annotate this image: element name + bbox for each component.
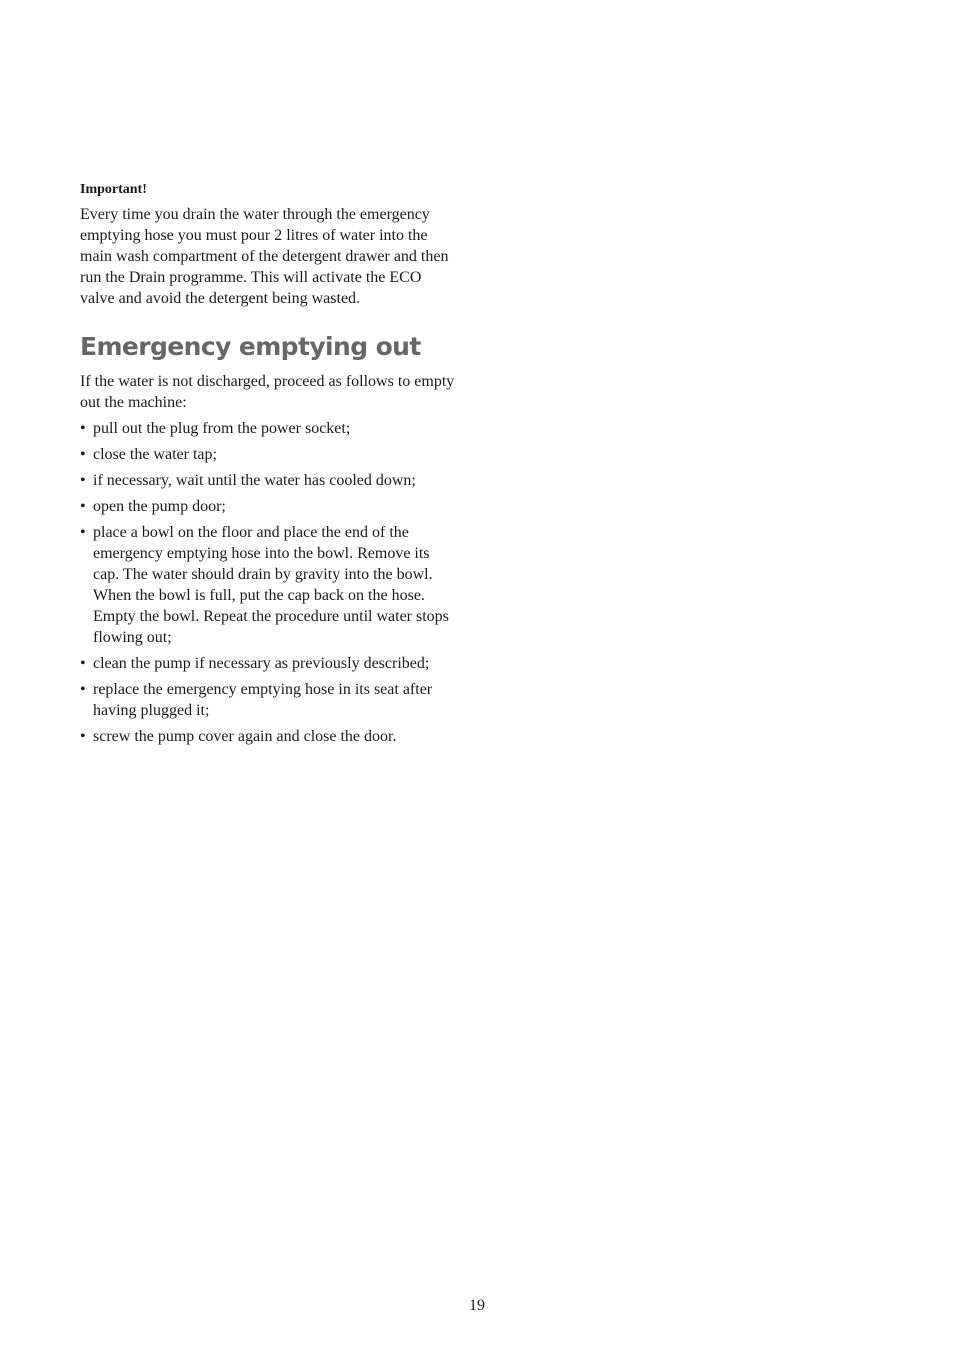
bullet-icon: •	[80, 681, 86, 698]
bullet-icon: •	[80, 420, 86, 437]
section-heading: Emergency emptying out	[80, 332, 421, 361]
bullet-icon: •	[80, 655, 86, 672]
bullet-icon: •	[80, 524, 86, 541]
step-text: if necessary, wait until the water has cooled down;	[93, 472, 416, 489]
bullet-icon: •	[80, 472, 86, 489]
step-text: pull out the plug from the power socket;	[93, 420, 351, 437]
important-paragraph: Every time you drain the water through the emergency emptying hose you must pour 2 litres of water into the main wash compartment of the detergent drawer and then run the Drain programme. This will activate the ECO valve and avoid the detergent being wasted.	[80, 206, 449, 307]
step-text: replace the emergency emptying hose in its seat after having plugged it;	[93, 681, 433, 719]
list-item	[80, 653, 455, 674]
list-item	[80, 496, 455, 517]
list-item	[80, 470, 455, 491]
step-text: open the pump door;	[93, 498, 226, 515]
bullet-icon: •	[80, 728, 86, 745]
step-text: place a bowl on the floor and place the end of the emergency emptying hose into the bowl. Remove its cap. The water should drain by gravity into the bowl. When the bowl is full, put the cap back on the hose. Empty the bowl. Repeat the procedure until water stops flowing out;	[93, 524, 449, 646]
list-item	[80, 418, 455, 439]
bullet-icon: •	[80, 446, 86, 463]
list-item	[80, 679, 455, 721]
page-number: 19	[469, 1297, 485, 1314]
step-text: screw the pump cover again and close the door.	[93, 728, 397, 745]
intro-paragraph: If the water is not discharged, proceed as follows to empty out the machine:	[80, 373, 455, 411]
list-item	[80, 444, 455, 465]
list-item	[80, 522, 455, 648]
bullet-icon: •	[80, 498, 86, 515]
step-text: close the water tap;	[93, 446, 217, 463]
steps-list	[80, 418, 455, 747]
important-label: Important!	[80, 182, 147, 197]
text-column	[80, 180, 455, 752]
list-item	[80, 726, 455, 747]
step-text: clean the pump if necessary as previously described;	[93, 655, 430, 672]
